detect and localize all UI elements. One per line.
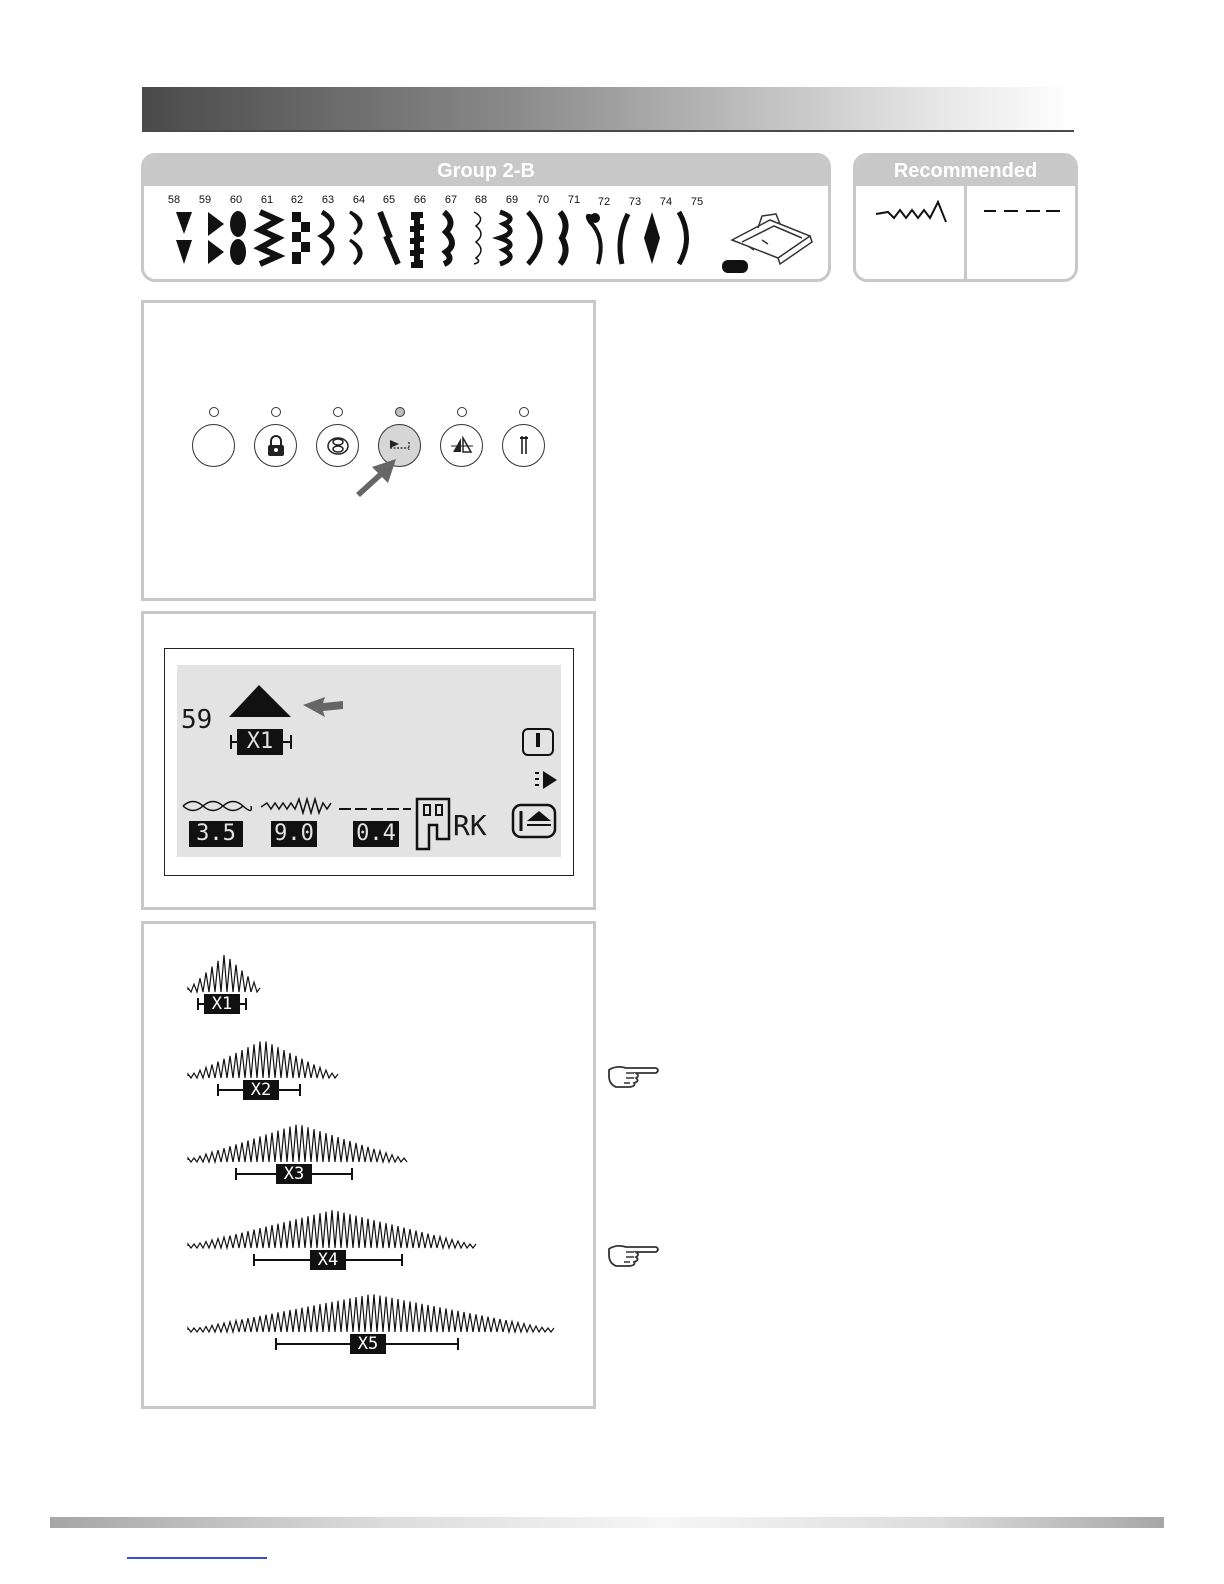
twin-needle-button-circle[interactable]	[502, 424, 545, 467]
stitch-number: 62	[290, 194, 304, 206]
stitch-number: 59	[198, 194, 212, 206]
indicator-led	[271, 407, 281, 417]
stitch-type-icons	[181, 797, 411, 815]
recommended-panel	[853, 153, 1078, 282]
satin-stitch-row	[188, 1210, 476, 1248]
length-value: 9.0	[271, 821, 317, 847]
satin-stitch-row	[188, 1041, 338, 1078]
zigzag-thread-icon	[874, 200, 950, 230]
indicator-led	[519, 407, 529, 417]
pattern-number: 59	[181, 705, 213, 735]
stitch-number: 67	[444, 194, 458, 206]
lcd-frame	[164, 648, 574, 876]
speed-icon	[533, 769, 559, 791]
stitch-number: 70	[536, 194, 550, 206]
pointing-hand-icon	[606, 1062, 662, 1090]
group-title: Group 2-B	[144, 156, 828, 186]
tension-value: 0.4	[353, 821, 399, 847]
stitch-number: 71	[567, 194, 581, 206]
lock-icon	[266, 435, 286, 457]
stitch-number: 61	[260, 194, 274, 206]
header-rule	[142, 130, 1074, 132]
elongation-label: X3	[276, 1164, 312, 1184]
stitch-number: 72	[597, 196, 611, 208]
foot-code: RK	[453, 809, 487, 842]
mirror-icon	[450, 436, 474, 456]
control-buttons-panel	[141, 300, 596, 601]
recommended-divider	[964, 186, 967, 279]
header-bar	[142, 87, 1074, 131]
elongation-label: X4	[310, 1250, 346, 1270]
plain-button-circle[interactable]	[192, 424, 235, 467]
indicator-led	[395, 407, 405, 417]
indicator-led	[209, 407, 219, 417]
multiplier-value: X1	[237, 729, 283, 755]
elongation-label: X2	[243, 1080, 279, 1100]
bobbin-icon	[326, 434, 350, 458]
lcd-screen	[177, 665, 561, 857]
satin-stitch-row	[188, 955, 260, 992]
elongation-icon	[387, 436, 413, 456]
elongation-examples-panel	[141, 921, 596, 1409]
stitch-number: 60	[229, 194, 243, 206]
pointing-hand-icon	[606, 1241, 662, 1269]
pointer-arrow-icon	[352, 455, 400, 497]
elongation-satin-graphic	[182, 948, 592, 1388]
indicator-led	[457, 407, 467, 417]
stitch-number: 63	[321, 194, 335, 206]
needle-stop-icon	[511, 803, 557, 839]
stitch-number: 58	[167, 194, 181, 206]
stitch-number: 74	[659, 196, 673, 208]
needle-position-icon	[521, 727, 555, 757]
mirror-button-circle[interactable]	[440, 424, 483, 467]
satin-stitch-row	[188, 1294, 554, 1332]
stitch-number: 66	[413, 194, 427, 206]
stitch-number: 73	[628, 196, 642, 208]
indicator-led	[333, 407, 343, 417]
elongation-label: X1	[204, 994, 240, 1014]
width-value: 3.5	[189, 821, 243, 847]
stitch-number: 68	[474, 194, 488, 206]
lcd-display-panel	[141, 611, 596, 910]
triangle-pattern-icon	[227, 683, 347, 723]
footer-link-underline[interactable]	[127, 1557, 267, 1559]
dashed-tension-icon	[982, 206, 1062, 216]
presser-foot-icon	[718, 210, 818, 274]
stitch-number: 69	[505, 194, 519, 206]
group-2b-panel	[141, 153, 831, 282]
recommended-title: Recommended	[856, 156, 1075, 186]
stitch-number: 65	[382, 194, 396, 206]
stitch-number: 75	[690, 196, 704, 208]
presser-foot-lcd-icon	[415, 795, 455, 851]
footer-bar	[50, 1517, 1164, 1528]
stitch-number: 64	[352, 194, 366, 206]
lock-button-circle[interactable]	[254, 424, 297, 467]
stitch-patterns-graphic	[154, 208, 704, 270]
satin-stitch-row	[188, 1125, 407, 1162]
elongation-label: X5	[350, 1334, 386, 1354]
twin-needle-icon	[517, 434, 531, 458]
